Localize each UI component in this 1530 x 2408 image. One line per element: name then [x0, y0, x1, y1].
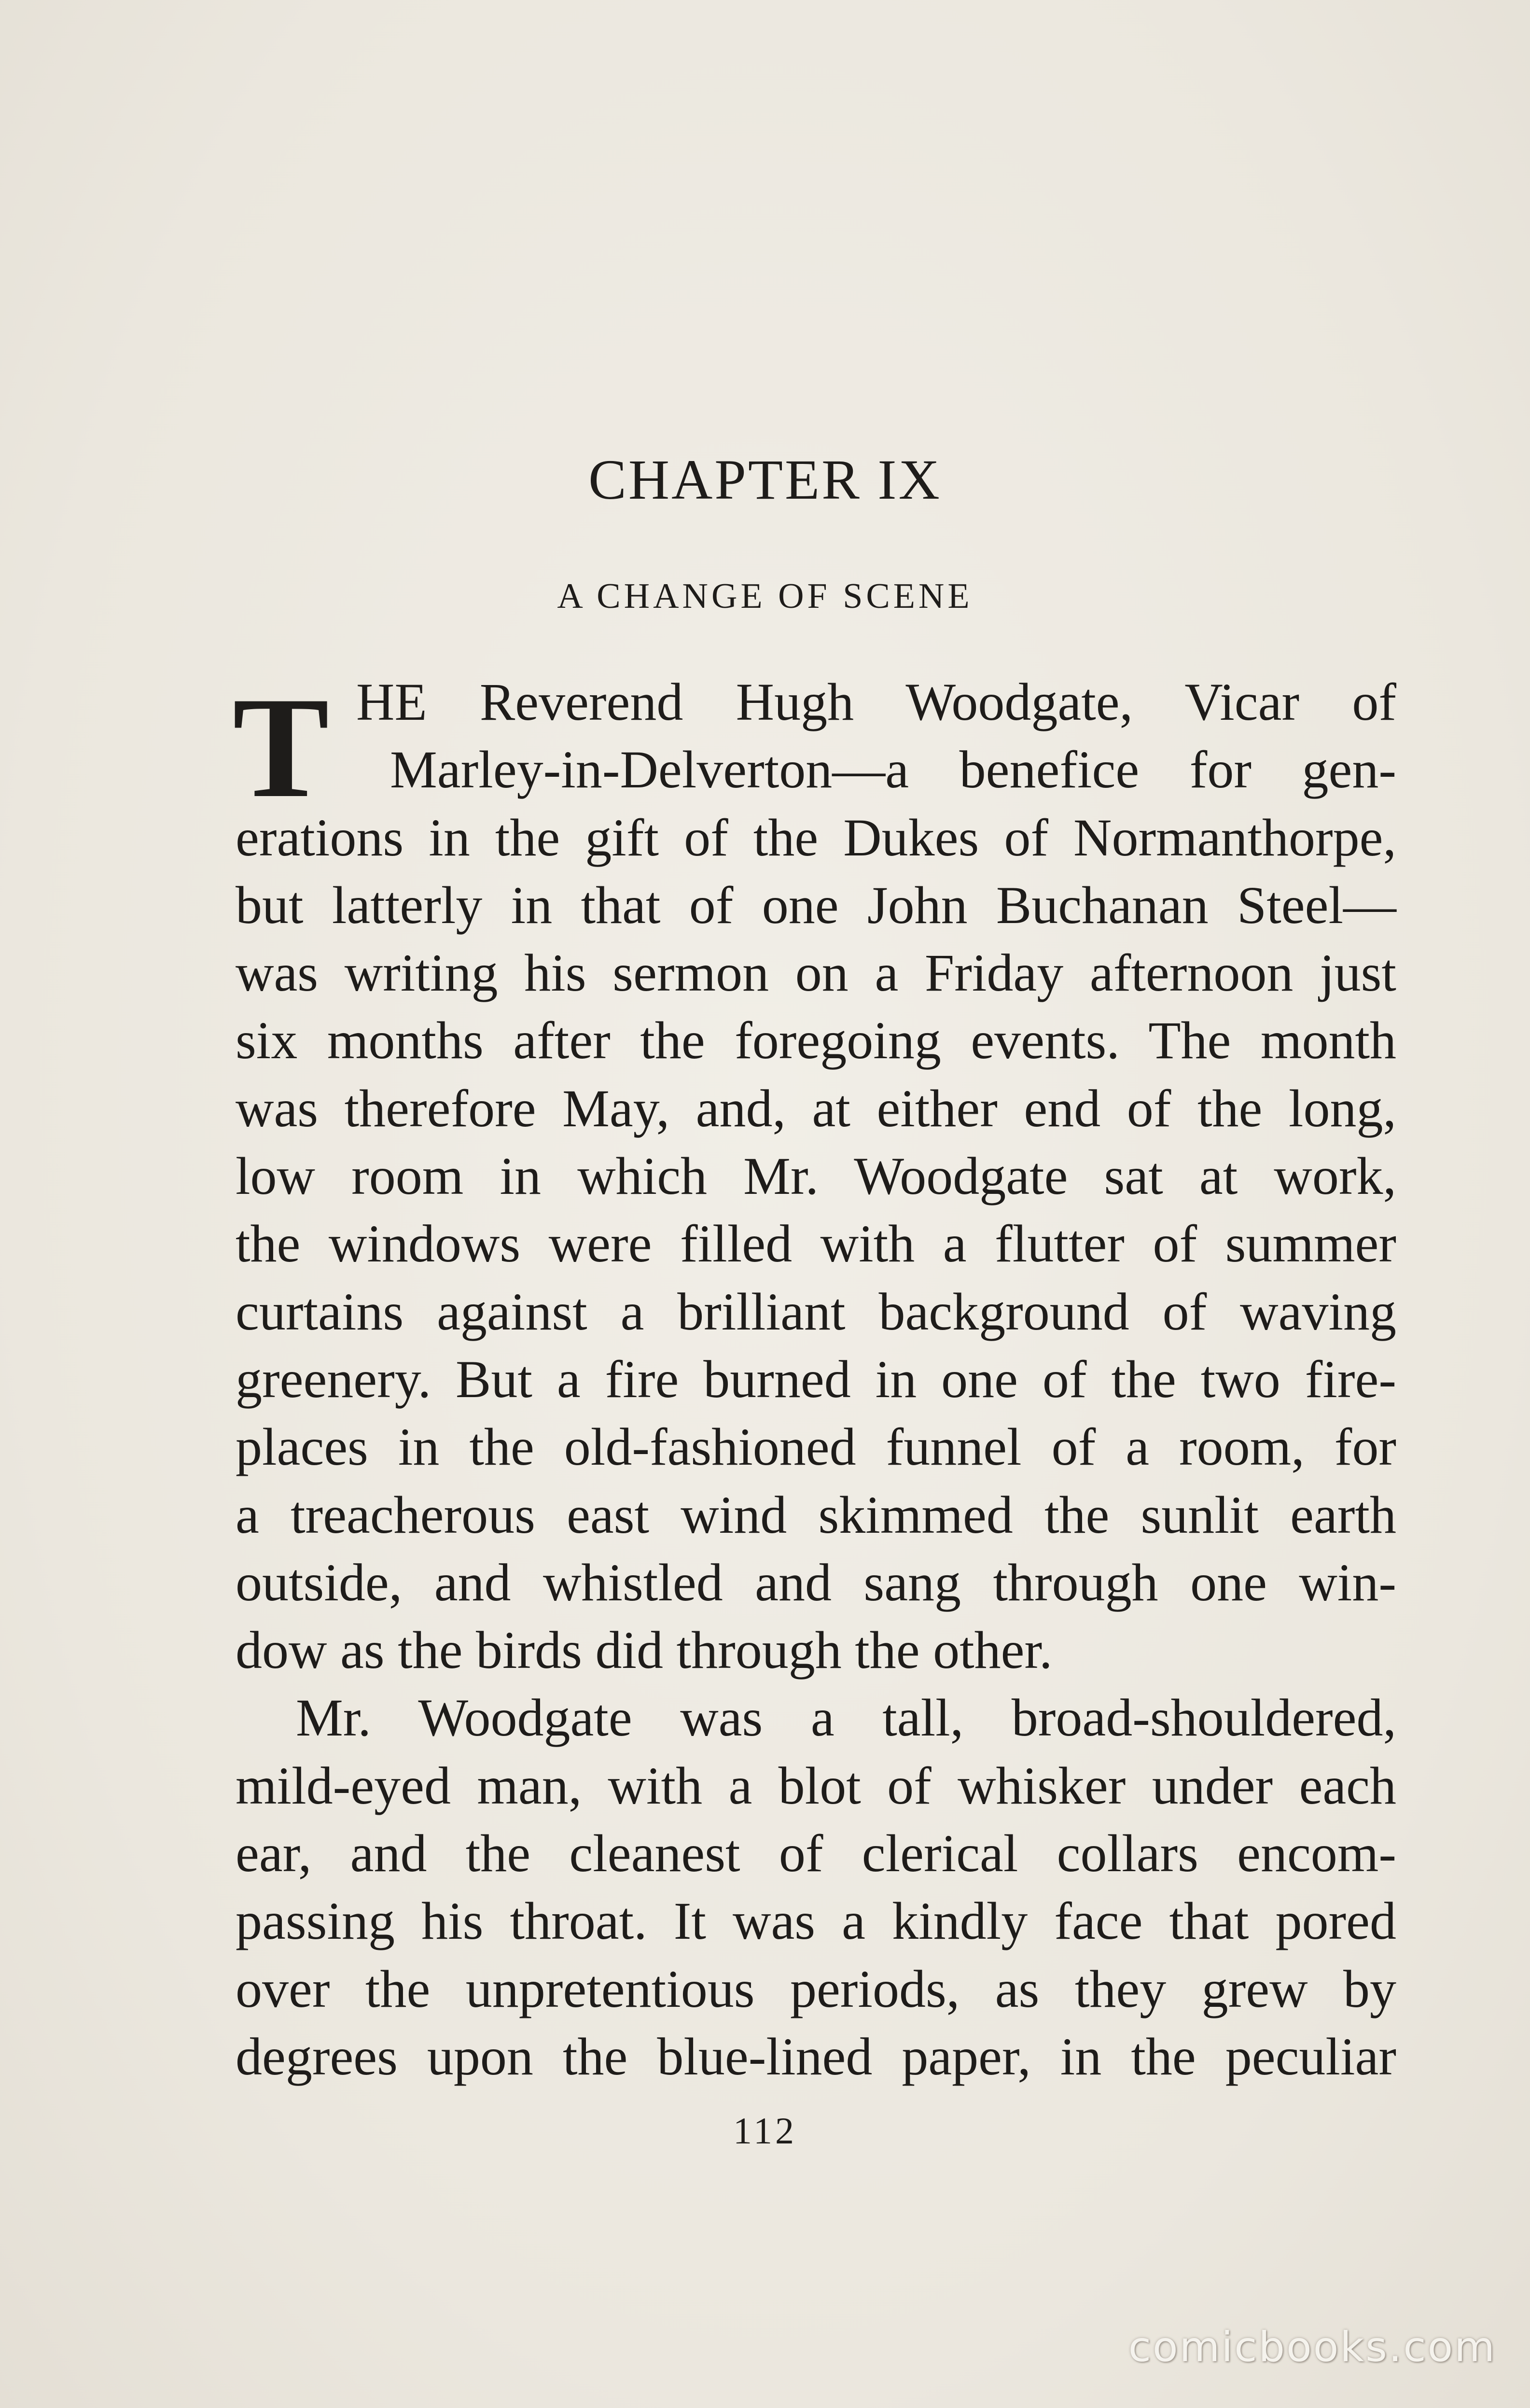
watermark: comicbooks.com	[1128, 2323, 1496, 2371]
text-line: Mr. Woodgate was a tall, broad-shouldered,	[296, 1688, 1396, 1748]
text-line: but latterly in that of one John Buchanan Steel—	[236, 875, 1396, 935]
chapter-subtitle: A CHANGE OF SCENE	[557, 576, 973, 616]
text-line: degrees upon the blue-lined paper, in the peculiar	[236, 2027, 1396, 2086]
text-line: low room in which Mr. Woodgate sat at work,	[236, 1147, 1396, 1206]
text-line: greenery. But a fire burned in one of the two fire-	[236, 1349, 1396, 1409]
chapter-heading: CHAPTER IX	[588, 448, 942, 511]
text-line: over the unpretentious periods, as they grew by	[236, 1959, 1396, 2018]
text-line: erations in the gift of the Dukes of Normanthorpe,	[236, 808, 1396, 867]
text-line: mild-eyed man, with a blot of whisker under each	[236, 1756, 1396, 1815]
text-line: places in the old-fashioned funnel of a room, for	[236, 1417, 1396, 1477]
text-line: dow as the birds did through the other.	[236, 1621, 1053, 1680]
text-line: was writing his sermon on a Friday afternoon just	[236, 943, 1396, 1003]
text-line: curtains against a brilliant background of waving	[236, 1282, 1396, 1341]
text-line: Marley-in-Delverton—a benefice for gen-	[390, 740, 1396, 799]
text-line: the windows were filled with a flutter of summer	[236, 1214, 1396, 1274]
text-line: was therefore May, and, at either end of the long,	[236, 1078, 1396, 1138]
text-line: a treacherous east wind skimmed the sunlit earth	[236, 1485, 1396, 1544]
text-line: ear, and the cleanest of clerical collars encom-	[236, 1824, 1396, 1883]
text-line: passing his throat. It was a kindly face that pored	[236, 1891, 1396, 1951]
text-line: six months after the foregoing events. The month	[236, 1011, 1396, 1070]
page-number: 112	[733, 2110, 797, 2152]
text-line: outside, and whistled and sang through one win-	[236, 1553, 1396, 1612]
drop-cap: T	[233, 667, 330, 827]
body-text	[233, 667, 1396, 2090]
text-line: HE Reverend Hugh Woodgate, Vicar of	[356, 672, 1396, 731]
